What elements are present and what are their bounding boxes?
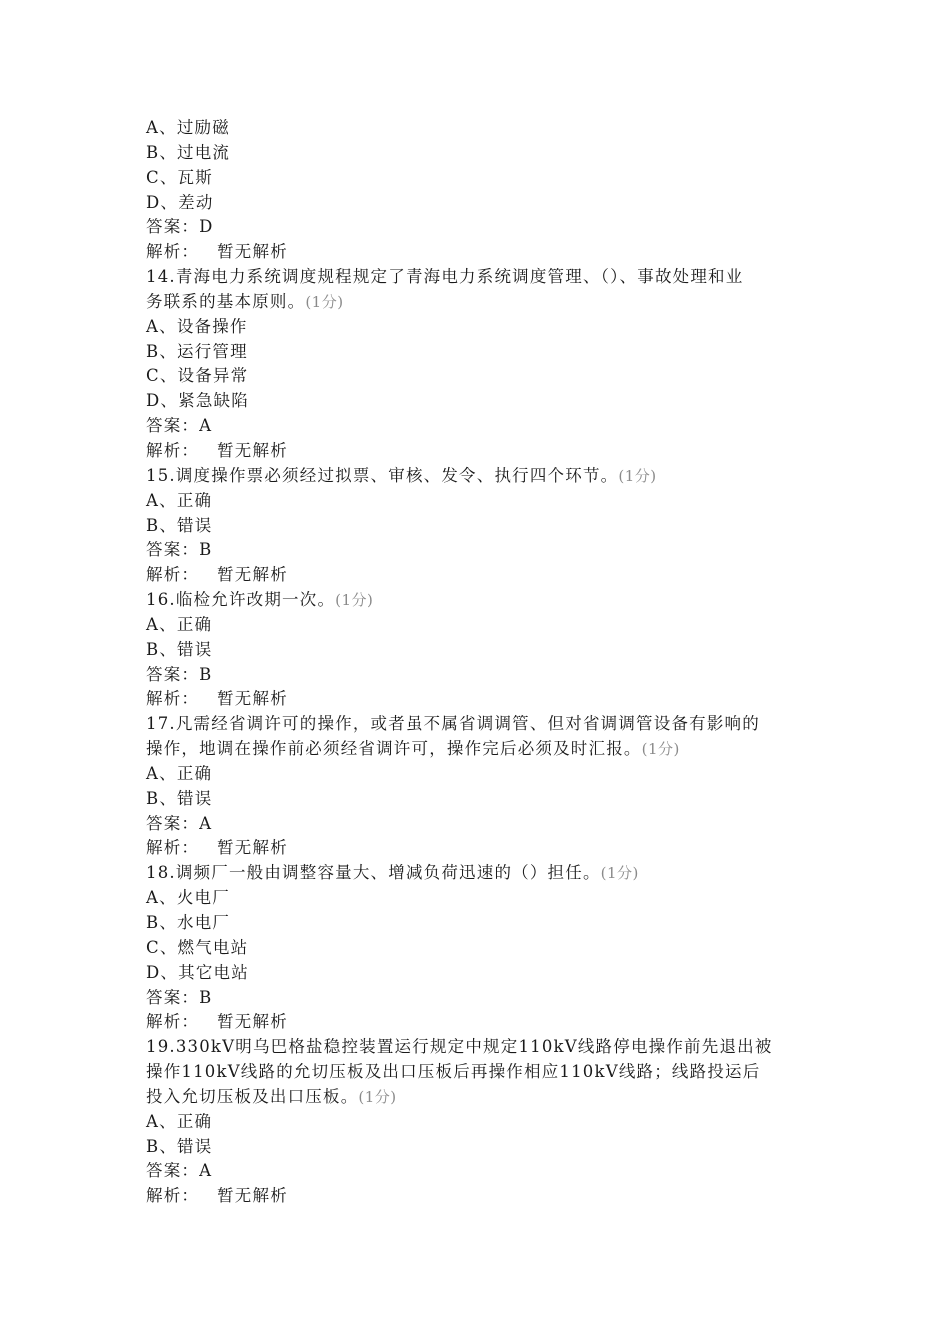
analysis-line <box>146 439 816 464</box>
question-score: (1分) <box>618 466 657 485</box>
answer-option: A、正确 <box>146 614 213 634</box>
answer-key: 答案：A <box>146 813 213 833</box>
question-text: 17.凡需经省调许可的操作，或者虽不属省调调管、但对省调调管设备有影响的 <box>146 714 760 734</box>
answer-option: A、正确 <box>146 490 213 510</box>
question-score: (1分) <box>641 740 680 759</box>
answer-key: 答案：B <box>146 987 213 1007</box>
answer-key: 答案：A <box>146 1161 213 1181</box>
question-text: 16.临检允许改期一次。 <box>146 590 336 610</box>
analysis-line <box>146 563 816 588</box>
answer-option: B、错误 <box>146 788 213 808</box>
analysis-line <box>146 240 816 265</box>
question-text: 14.青海电力系统调度规程规定了青海电力系统调度管理、（）、事故处理和业 <box>146 267 744 287</box>
answer-option: B、过电流 <box>146 142 231 162</box>
analysis-label: 解析： <box>146 565 200 585</box>
analysis-line <box>146 687 816 712</box>
question-text-line <box>146 290 816 315</box>
question-text-line <box>146 588 816 613</box>
question-text: 务联系的基本原则。 <box>146 291 306 311</box>
question-text: 操作110kV线路的允切压板及出口压板后再操作相应110kV线路；线路投运后 <box>146 1062 761 1082</box>
question-text-line <box>146 265 816 290</box>
analysis-line <box>146 1010 816 1035</box>
question-item <box>146 588 816 712</box>
question-text-line <box>146 464 816 489</box>
analysis-label: 解析： <box>146 838 200 858</box>
analysis-line <box>146 1184 816 1209</box>
question-score: (1分) <box>358 1087 397 1106</box>
question-list <box>146 116 816 1209</box>
question-score: (1分) <box>305 292 344 311</box>
answer-option: A、正确 <box>146 1111 213 1131</box>
answer-option: C、燃气电站 <box>146 937 249 957</box>
question-score: (1分) <box>600 864 639 883</box>
question-text-line <box>146 1060 816 1085</box>
analysis-text: 暂无解析 <box>217 565 288 585</box>
analysis-line <box>146 836 816 861</box>
answer-key: 答案：A <box>146 416 213 436</box>
question-text: 投入允切压板及出口压板。 <box>146 1086 359 1106</box>
answer-key: 答案：B <box>146 664 213 684</box>
answer-option: D、差动 <box>146 192 214 212</box>
question-text: 19.330kV明乌巴格盐稳控装置运行规定中规定110kV线路停电操作前先退出被 <box>146 1037 773 1057</box>
answer-option: B、错误 <box>146 639 213 659</box>
analysis-text: 暂无解析 <box>217 838 288 858</box>
answer-key: 答案：D <box>146 217 214 237</box>
question-item <box>146 712 816 861</box>
analysis-text: 暂无解析 <box>217 242 288 262</box>
answer-option: B、水电厂 <box>146 913 231 932</box>
question-text-line <box>146 1035 816 1060</box>
question-text: 18.调频厂一般由调整容量大、增减负荷迅速的（）担任。 <box>146 863 601 883</box>
answer-option: A、火电厂 <box>146 888 230 908</box>
answer-option: A、正确 <box>146 763 213 783</box>
answer-option: B、错误 <box>146 1136 213 1156</box>
question-text-line <box>146 1085 816 1110</box>
answer-option: C、瓦斯 <box>146 167 213 187</box>
answer-option: D、紧急缺陷 <box>146 391 249 411</box>
analysis-text: 暂无解析 <box>217 1186 288 1206</box>
answer-option: B、错误 <box>146 515 213 535</box>
question-score: (1分) <box>335 591 374 610</box>
answer-key: 答案：B <box>146 540 213 560</box>
question-item <box>146 265 816 464</box>
answer-option: D、其它电站 <box>146 962 249 982</box>
analysis-text: 暂无解析 <box>217 689 288 709</box>
question-text-line <box>146 861 816 886</box>
analysis-text: 暂无解析 <box>217 440 288 460</box>
question-text-line <box>146 712 816 737</box>
answer-option: B、运行管理 <box>146 341 248 361</box>
analysis-label: 解析： <box>146 1186 200 1206</box>
question-text-line <box>146 737 816 762</box>
question-item <box>146 861 816 1035</box>
question-item <box>146 1035 816 1209</box>
question-tail <box>146 116 816 265</box>
question-text: 操作，地调在操作前必须经省调许可，操作完后必须及时汇报。 <box>146 739 642 759</box>
question-text: 15.调度操作票必须经过拟票、审核、发令、执行四个环节。 <box>146 465 619 485</box>
question-item <box>146 464 816 588</box>
answer-option: A、设备操作 <box>146 316 248 336</box>
analysis-text: 暂无解析 <box>217 1012 288 1032</box>
analysis-label: 解析： <box>146 689 200 709</box>
answer-option: A、过励磁 <box>146 118 230 137</box>
analysis-label: 解析： <box>146 242 200 262</box>
analysis-label: 解析： <box>146 440 200 460</box>
answer-option: C、设备异常 <box>146 366 249 386</box>
analysis-label: 解析： <box>146 1012 200 1032</box>
